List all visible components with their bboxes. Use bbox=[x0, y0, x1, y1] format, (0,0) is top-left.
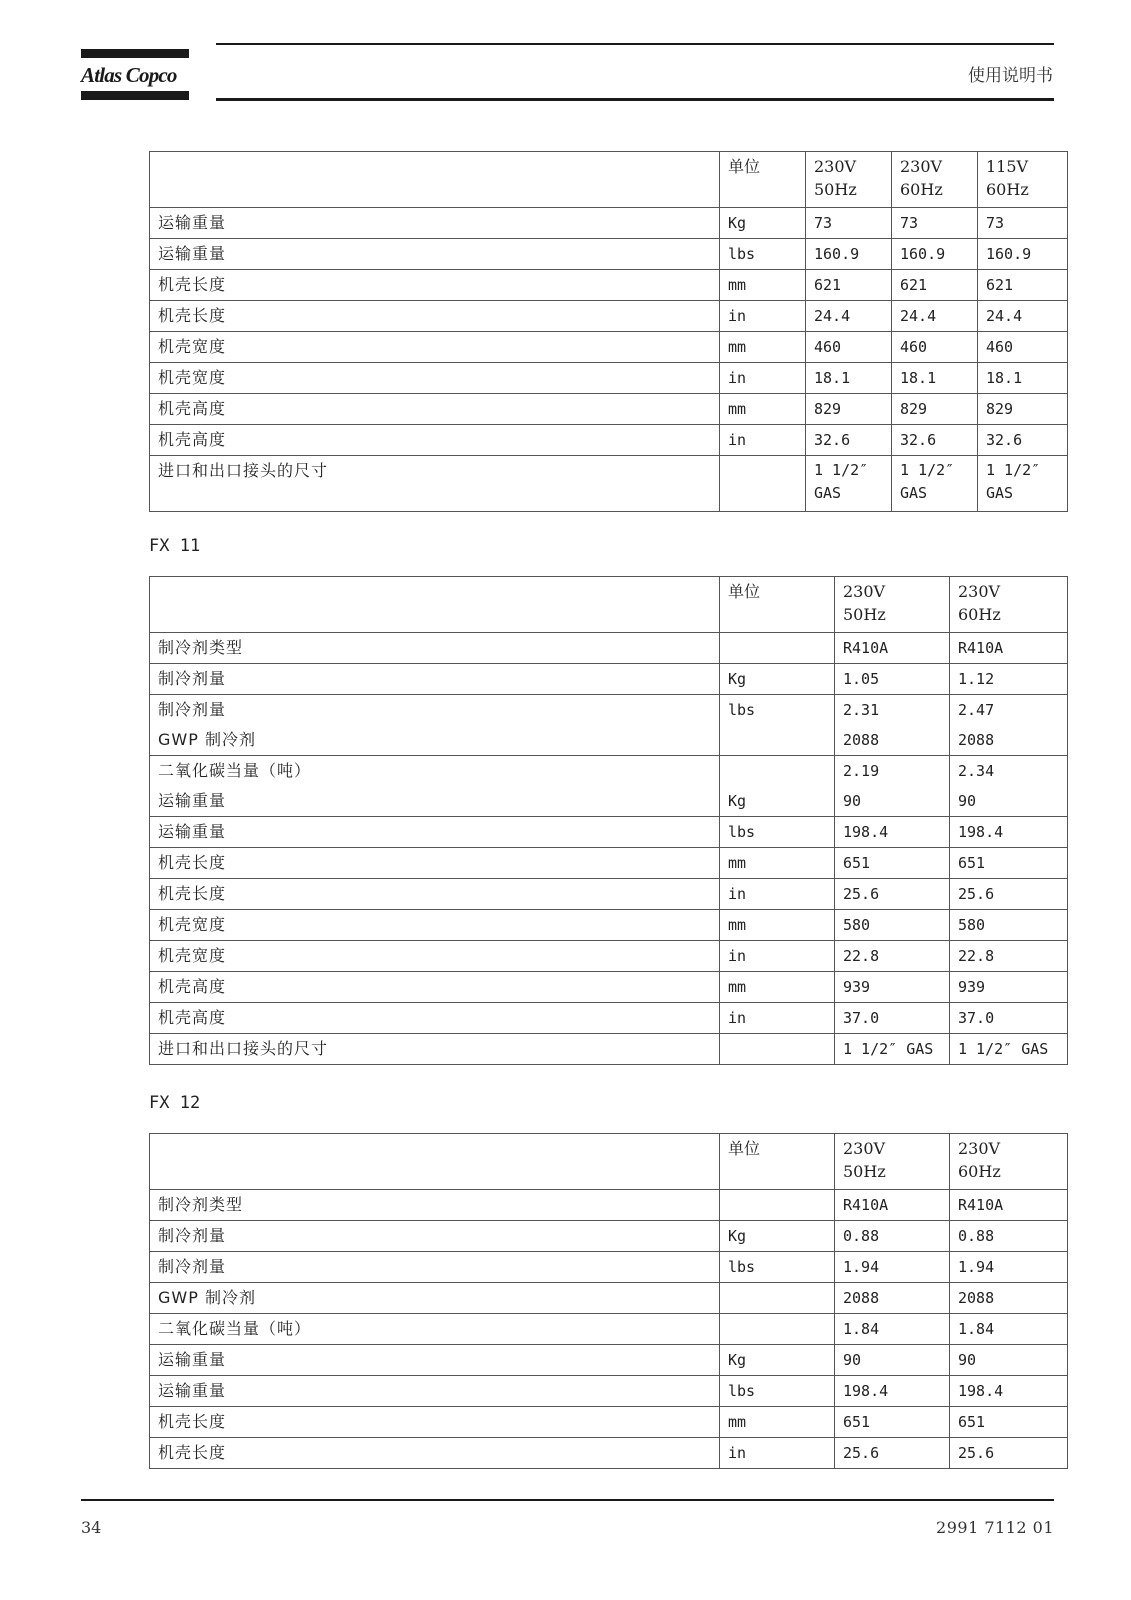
row-unit: in bbox=[720, 1003, 835, 1034]
row-unit bbox=[720, 456, 806, 512]
row-label: 制冷剂量 bbox=[150, 1252, 720, 1283]
row-value: 1.94 bbox=[835, 1252, 950, 1283]
row-value: 160.9 bbox=[806, 239, 892, 270]
row-value: 1 1/2″ GAS bbox=[835, 1034, 950, 1065]
table-row bbox=[150, 456, 1068, 512]
page-number: 34 bbox=[81, 1518, 102, 1537]
row-value: 1.84 bbox=[835, 1314, 950, 1345]
row-unit: mm bbox=[720, 1407, 835, 1438]
row-label: 机壳高度 bbox=[150, 972, 720, 1003]
table-row bbox=[150, 695, 1068, 726]
table-header-row bbox=[150, 1134, 1068, 1190]
row-value: 2.31 bbox=[835, 695, 950, 726]
row-unit: lbs bbox=[720, 695, 835, 726]
row-value: 651 bbox=[950, 1407, 1068, 1438]
row-label: 运输重量 bbox=[150, 1376, 720, 1407]
row-value: 1 1/2″ GAS bbox=[806, 456, 892, 512]
row-value: 580 bbox=[950, 910, 1068, 941]
table-row bbox=[150, 848, 1068, 879]
header-rule-top bbox=[216, 43, 1054, 45]
header-col: 230V 50Hz bbox=[806, 152, 892, 208]
table-header-row bbox=[150, 577, 1068, 633]
row-value: 460 bbox=[978, 332, 1068, 363]
row-label: 进口和出口接头的尺寸 bbox=[150, 1034, 720, 1065]
header-col: 230V 50Hz bbox=[835, 577, 950, 633]
row-unit: mm bbox=[720, 848, 835, 879]
table-body bbox=[150, 208, 1068, 512]
header-col: 115V 60Hz bbox=[978, 152, 1068, 208]
row-value: 18.1 bbox=[806, 363, 892, 394]
row-value: 829 bbox=[978, 394, 1068, 425]
row-unit: in bbox=[720, 879, 835, 910]
row-label: 机壳宽度 bbox=[150, 363, 720, 394]
row-unit: lbs bbox=[720, 1252, 835, 1283]
row-label: GWP 制冷剂 bbox=[150, 1283, 720, 1314]
table-row bbox=[150, 633, 1068, 664]
row-value: 24.4 bbox=[806, 301, 892, 332]
table-row bbox=[150, 270, 1068, 301]
row-label: 机壳宽度 bbox=[150, 941, 720, 972]
row-label: 机壳宽度 bbox=[150, 332, 720, 363]
row-label: 制冷剂量 bbox=[150, 1221, 720, 1252]
table-row bbox=[150, 786, 1068, 817]
row-value: 2.19 bbox=[835, 756, 950, 787]
table-row bbox=[150, 910, 1068, 941]
table-row bbox=[150, 1034, 1068, 1065]
header-col: 230V 60Hz bbox=[892, 152, 978, 208]
row-value: 90 bbox=[950, 1345, 1068, 1376]
row-label: 制冷剂量 bbox=[150, 695, 720, 726]
row-label: 二氧化碳当量（吨） bbox=[150, 756, 720, 787]
row-value: 73 bbox=[978, 208, 1068, 239]
table-row bbox=[150, 1283, 1068, 1314]
table-row bbox=[150, 725, 1068, 756]
row-unit: mm bbox=[720, 394, 806, 425]
row-label: 进口和出口接头的尺寸 bbox=[150, 456, 720, 512]
row-unit: in bbox=[720, 363, 806, 394]
row-label: 运输重量 bbox=[150, 1345, 720, 1376]
footer-rule bbox=[81, 1499, 1054, 1501]
spec-table-1 bbox=[149, 151, 1068, 512]
row-label: 二氧化碳当量（吨） bbox=[150, 1314, 720, 1345]
row-value: 1.84 bbox=[950, 1314, 1068, 1345]
table-body bbox=[150, 633, 1068, 1065]
row-value: 0.88 bbox=[950, 1221, 1068, 1252]
row-unit: Kg bbox=[720, 786, 835, 817]
row-value: 18.1 bbox=[892, 363, 978, 394]
row-value: 73 bbox=[806, 208, 892, 239]
table-row bbox=[150, 972, 1068, 1003]
atlas-copco-logo bbox=[81, 49, 189, 100]
row-value: 24.4 bbox=[978, 301, 1068, 332]
header-col: 230V 60Hz bbox=[950, 577, 1068, 633]
row-label: 制冷剂量 bbox=[150, 664, 720, 695]
table-row bbox=[150, 879, 1068, 910]
row-unit: Kg bbox=[720, 1345, 835, 1376]
table-row bbox=[150, 1345, 1068, 1376]
row-value: 621 bbox=[978, 270, 1068, 301]
row-unit: in bbox=[720, 425, 806, 456]
row-label: 运输重量 bbox=[150, 208, 720, 239]
row-value: 24.4 bbox=[892, 301, 978, 332]
row-value: 939 bbox=[835, 972, 950, 1003]
row-value: 90 bbox=[835, 1345, 950, 1376]
document-number: 2991 7112 01 bbox=[936, 1518, 1054, 1537]
row-unit: lbs bbox=[720, 817, 835, 848]
section-title-fx11: FX 11 bbox=[149, 536, 201, 556]
row-value: 1.94 bbox=[950, 1252, 1068, 1283]
table-row bbox=[150, 664, 1068, 695]
table-row bbox=[150, 301, 1068, 332]
row-value: 580 bbox=[835, 910, 950, 941]
row-value: 18.1 bbox=[978, 363, 1068, 394]
table-row bbox=[150, 941, 1068, 972]
row-label: 机壳宽度 bbox=[150, 910, 720, 941]
table-row bbox=[150, 1190, 1068, 1221]
table-row bbox=[150, 1376, 1068, 1407]
table-row bbox=[150, 1407, 1068, 1438]
row-unit: mm bbox=[720, 972, 835, 1003]
row-unit: mm bbox=[720, 910, 835, 941]
row-unit: in bbox=[720, 301, 806, 332]
row-label: 机壳长度 bbox=[150, 301, 720, 332]
row-value: 2.47 bbox=[950, 695, 1068, 726]
table-row bbox=[150, 1252, 1068, 1283]
row-value: 2.34 bbox=[950, 756, 1068, 787]
row-value: 90 bbox=[950, 786, 1068, 817]
row-label: GWP 制冷剂 bbox=[150, 725, 720, 756]
row-label: 运输重量 bbox=[150, 786, 720, 817]
row-label: 机壳长度 bbox=[150, 1438, 720, 1469]
row-value: 1.12 bbox=[950, 664, 1068, 695]
row-unit: lbs bbox=[720, 1376, 835, 1407]
table-header-row bbox=[150, 152, 1068, 208]
row-label: 运输重量 bbox=[150, 239, 720, 270]
row-value: 37.0 bbox=[950, 1003, 1068, 1034]
header-col: 230V 50Hz bbox=[835, 1134, 950, 1190]
row-value: 621 bbox=[806, 270, 892, 301]
row-value: 0.88 bbox=[835, 1221, 950, 1252]
row-value: 1 1/2″ GAS bbox=[892, 456, 978, 512]
row-value: 25.6 bbox=[835, 879, 950, 910]
row-label: 运输重量 bbox=[150, 817, 720, 848]
row-value: 25.6 bbox=[950, 879, 1068, 910]
row-unit: in bbox=[720, 941, 835, 972]
row-label: 机壳长度 bbox=[150, 1407, 720, 1438]
table-row bbox=[150, 817, 1068, 848]
row-label: 机壳高度 bbox=[150, 425, 720, 456]
row-value: 37.0 bbox=[835, 1003, 950, 1034]
row-value: 198.4 bbox=[950, 1376, 1068, 1407]
row-value: 651 bbox=[835, 1407, 950, 1438]
header-unit: 单位 bbox=[720, 1134, 835, 1190]
row-value: 829 bbox=[892, 394, 978, 425]
row-value: 25.6 bbox=[835, 1438, 950, 1469]
table-row bbox=[150, 208, 1068, 239]
spec-table-fx11 bbox=[149, 576, 1068, 1065]
logo-bar-top bbox=[81, 49, 189, 58]
row-unit bbox=[720, 633, 835, 664]
row-unit: Kg bbox=[720, 208, 806, 239]
row-value: 651 bbox=[950, 848, 1068, 879]
header-label-cell bbox=[150, 1134, 720, 1190]
row-value: 2088 bbox=[835, 725, 950, 756]
row-value: 1 1/2″ GAS bbox=[978, 456, 1068, 512]
row-value: 22.8 bbox=[950, 941, 1068, 972]
row-unit: mm bbox=[720, 332, 806, 363]
document-type: 使用说明书 bbox=[968, 66, 1053, 86]
row-unit: Kg bbox=[720, 1221, 835, 1252]
row-unit bbox=[720, 1283, 835, 1314]
row-value: 1 1/2″ GAS bbox=[950, 1034, 1068, 1065]
header-rule-bottom bbox=[216, 98, 1054, 101]
row-value: 939 bbox=[950, 972, 1068, 1003]
row-value: 90 bbox=[835, 786, 950, 817]
row-value: R410A bbox=[950, 633, 1068, 664]
row-label: 制冷剂类型 bbox=[150, 633, 720, 664]
row-value: 2088 bbox=[950, 1283, 1068, 1314]
logo-wordmark: Atlas Copco bbox=[81, 63, 177, 87]
row-value: 22.8 bbox=[835, 941, 950, 972]
row-value: R410A bbox=[835, 633, 950, 664]
header-label-cell bbox=[150, 577, 720, 633]
row-value: 32.6 bbox=[978, 425, 1068, 456]
row-unit bbox=[720, 1034, 835, 1065]
row-label: 制冷剂类型 bbox=[150, 1190, 720, 1221]
row-value: 198.4 bbox=[835, 1376, 950, 1407]
row-label: 机壳长度 bbox=[150, 848, 720, 879]
row-label: 机壳高度 bbox=[150, 1003, 720, 1034]
row-value: 460 bbox=[892, 332, 978, 363]
table-body bbox=[150, 1190, 1068, 1469]
table-row bbox=[150, 1003, 1068, 1034]
row-unit: mm bbox=[720, 270, 806, 301]
row-label: 机壳长度 bbox=[150, 270, 720, 301]
row-label: 机壳高度 bbox=[150, 394, 720, 425]
row-value: 651 bbox=[835, 848, 950, 879]
table-row bbox=[150, 1221, 1068, 1252]
row-value: 460 bbox=[806, 332, 892, 363]
row-unit: lbs bbox=[720, 239, 806, 270]
row-value: 160.9 bbox=[892, 239, 978, 270]
header-label-cell bbox=[150, 152, 720, 208]
row-value: 32.6 bbox=[806, 425, 892, 456]
table-row bbox=[150, 1314, 1068, 1345]
row-value: 1.05 bbox=[835, 664, 950, 695]
table-row bbox=[150, 332, 1068, 363]
row-value: 198.4 bbox=[835, 817, 950, 848]
row-label: 机壳长度 bbox=[150, 879, 720, 910]
row-unit bbox=[720, 756, 835, 787]
row-value: 73 bbox=[892, 208, 978, 239]
header-unit: 单位 bbox=[720, 152, 806, 208]
row-unit: Kg bbox=[720, 664, 835, 695]
section-title-fx12: FX 12 bbox=[149, 1093, 201, 1113]
row-value: 2088 bbox=[950, 725, 1068, 756]
row-value: R410A bbox=[835, 1190, 950, 1221]
row-unit: in bbox=[720, 1438, 835, 1469]
header-unit: 单位 bbox=[720, 577, 835, 633]
row-value: 160.9 bbox=[978, 239, 1068, 270]
row-value: 621 bbox=[892, 270, 978, 301]
row-value: 2088 bbox=[835, 1283, 950, 1314]
logo-bar-bottom bbox=[81, 91, 189, 100]
row-value: 32.6 bbox=[892, 425, 978, 456]
header-col: 230V 60Hz bbox=[950, 1134, 1068, 1190]
table-row bbox=[150, 239, 1068, 270]
row-unit bbox=[720, 725, 835, 756]
table-row bbox=[150, 756, 1068, 787]
row-unit bbox=[720, 1314, 835, 1345]
row-value: 25.6 bbox=[950, 1438, 1068, 1469]
table-row bbox=[150, 363, 1068, 394]
row-value: 198.4 bbox=[950, 817, 1068, 848]
row-unit bbox=[720, 1190, 835, 1221]
table-row bbox=[150, 425, 1068, 456]
table-row bbox=[150, 394, 1068, 425]
row-value: R410A bbox=[950, 1190, 1068, 1221]
table-row bbox=[150, 1438, 1068, 1469]
spec-table-fx12 bbox=[149, 1133, 1068, 1469]
row-value: 829 bbox=[806, 394, 892, 425]
